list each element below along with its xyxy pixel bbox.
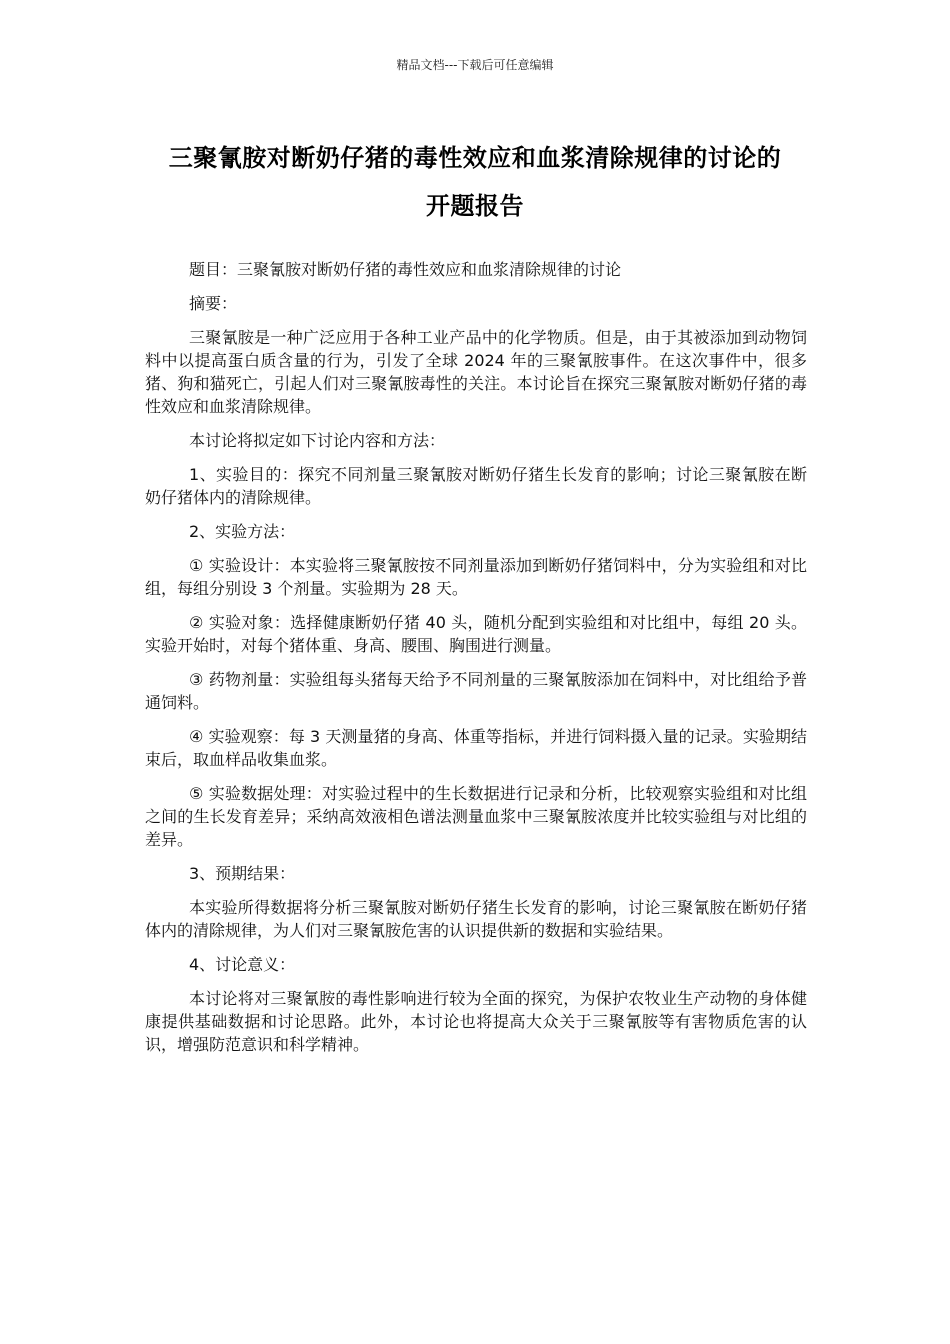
method-subjects: ② 实验对象：选择健康断奶仔猪 40 头，随机分配到实验组和对比组中，每组 20 头。实验开始时，对每个猪体重、身高、腰围、胸围进行测量。 xyxy=(145,613,807,655)
section-significance-heading: 4、讨论意义： xyxy=(189,955,296,974)
document-body xyxy=(145,258,807,1067)
section-objective: 1、实验目的：探究不同剂量三聚氰胺对断奶仔猪生长发育的影响；讨论三聚氰胺在断奶仔猪体内的清除规律。 xyxy=(145,465,807,507)
significance-paragraph: 本讨论将对三聚氰胺的毒性影响进行较为全面的探究，为保护农牧业生产动物的身体健康提供基础数据和讨论思路。此外，本讨论也将提高大众关于三聚氰胺等有害物质危害的认识，增强防范意识和科学精神。 xyxy=(145,989,807,1054)
abstract-paragraph: 三聚氰胺是一种广泛应用于各种工业产品中的化学物质。但是，由于其被添加到动物饲料中以提高蛋白质含量的行为，引发了全球 2024 年的三聚氰胺事件。在这次事件中，很多猪、狗和猫死亡，引起人们对三聚氰胺毒性的关注。本讨论旨在探究三聚氰胺对断奶仔猪的毒性效应和血浆清除规律。 xyxy=(145,328,807,416)
section-methods-heading: 2、实验方法： xyxy=(189,522,296,541)
method-design: ① 实验设计：本实验将三聚氰胺按不同剂量添加到断奶仔猪饲料中，分为实验组和对比组，每组分别设 3 个剂量。实验期为 28 天。 xyxy=(145,556,807,598)
header-note: 精品文档---下载后可任意编辑 xyxy=(396,58,554,72)
expected-results-paragraph: 本实验所得数据将分析三聚氰胺对断奶仔猪生长发育的影响，讨论三聚氰胺在断奶仔猪体内的清除规律，为人们对三聚氰胺危害的认识提供新的数据和实验结果。 xyxy=(145,898,807,940)
title-line-2: 开题报告 xyxy=(426,192,524,220)
method-dosage: ③ 药物剂量：实验组每头猪每天给予不同剂量的三聚氰胺添加在饲料中，对比组给予普通饲料。 xyxy=(145,670,807,712)
content-intro: 本讨论将拟定如下讨论内容和方法： xyxy=(189,431,446,450)
method-data-processing: ⑤ 实验数据处理：对实验过程中的生长数据进行记录和分析，比较观察实验组和对比组之间的生长发育差异；采纳高效液相色谱法测量血浆中三聚氰胺浓度并比较实验组与对比组的差异。 xyxy=(145,784,807,849)
title-line-1: 三聚氰胺对断奶仔猪的毒性效应和血浆清除规律的讨论的 xyxy=(168,144,782,172)
abstract-label: 摘要： xyxy=(189,294,238,313)
document-title xyxy=(140,134,810,230)
method-observation: ④ 实验观察：每 3 天测量猪的身高、体重等指标，并进行饲料摄入量的记录。实验期结束后，取血样品收集血浆。 xyxy=(145,727,807,769)
subject-line: 题目：三聚氰胺对断奶仔猪的毒性效应和血浆清除规律的讨论 xyxy=(189,260,622,279)
section-expected-results-heading: 3、预期结果： xyxy=(189,864,296,883)
